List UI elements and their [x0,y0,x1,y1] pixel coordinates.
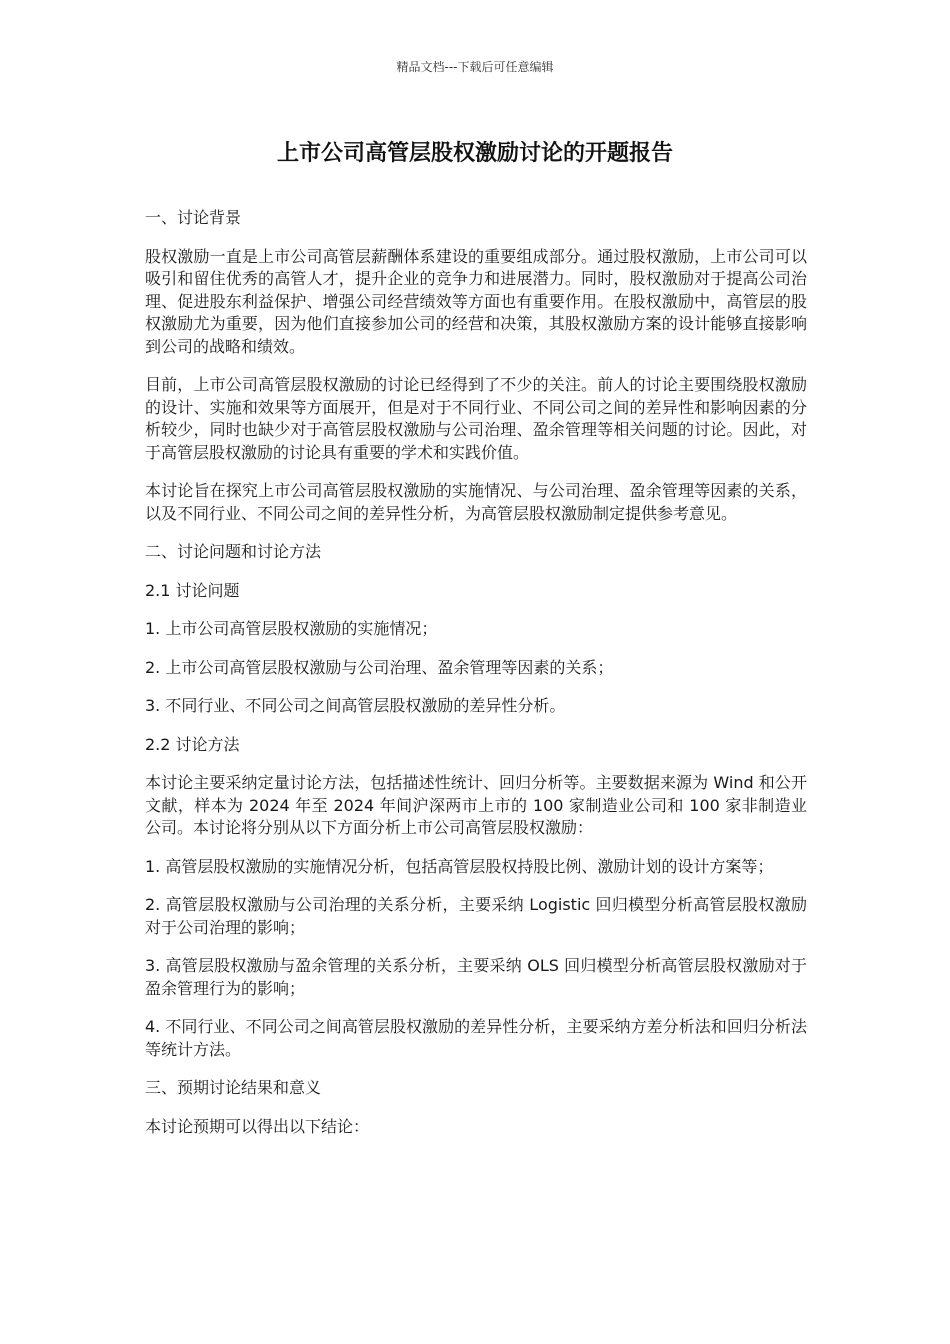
document-title: 上市公司高管层股权激励讨论的开题报告 [276,141,673,166]
header-note: 精品文档---下载后可任意编辑 [396,60,554,74]
list-item: 1. 上市公司高管层股权激励的实施情况； [145,619,438,638]
paragraph: 本讨论预期可以得出以下结论： [145,1116,370,1136]
document-body [145,207,807,1154]
list-item: 1. 高管层股权激励的实施情况分析，包括高管层股权持股比例、激励计划的设计方案等； [145,856,774,876]
paragraph: 本讨论主要采纳定量讨论方法，包括描述性统计、回归分析等。主要数据来源为 Wind 和公开文献，样本为 2024 年至 2024 年间沪深两市上市的 100 家制造业公司和 100 家非制造业公司。本讨论将分别从以下方面分析上市公司高管层股权激励： [145,773,807,837]
paragraph: 股权激励一直是上市公司高管层薪酬体系建设的重要组成部分。通过股权激励，上市公司可以吸引和留住优秀的高管人才，提升企业的竞争力和进展潜力。同时，股权激励对于提高公司治理、促进股东利益保护、增强公司经营绩效等方面也有重要作用。在股权激励中，高管层的股权激励尤为重要，因为他们直接参加公司的经营和决策，其股权激励方案的设计能够直接影响到公司的战略和绩效。 [145,246,807,356]
list-item: 2. 高管层股权激励与公司治理的关系分析，主要采纳 Logistic 回归模型分析高管层股权激励对于公司治理的影响； [145,895,807,937]
section-heading-background: 一、讨论背景 [145,208,242,227]
section-heading-questions-methods: 二、讨论问题和讨论方法 [145,542,322,561]
list-item: 2. 上市公司高管层股权激励与公司治理、盈余管理等因素的关系； [145,657,614,677]
section-heading-expected-results: 三、预期讨论结果和意义 [145,1078,322,1097]
paragraph: 本讨论旨在探究上市公司高管层股权激励的实施情况、与公司治理、盈余管理等因素的关系，以及不同行业、不同公司之间的差异性分析，为高管层股权激励制定提供参考意见。 [145,481,807,523]
list-item: 4. 不同行业、不同公司之间高管层股权激励的差异性分析，主要采纳方差分析法和回归分析法等统计方法。 [145,1017,807,1059]
subsection-heading-questions: 2.1 讨论问题 [145,580,240,600]
subsection-heading-methods: 2.2 讨论方法 [145,734,240,754]
list-item: 3. 高管层股权激励与盈余管理的关系分析，主要采纳 OLS 回归模型分析高管层股权激励对于盈余管理行为的影响； [145,956,807,998]
list-item: 3. 不同行业、不同公司之间高管层股权激励的差异性分析。 [145,696,566,715]
paragraph: 目前，上市公司高管层股权激励的讨论已经得到了不少的关注。前人的讨论主要围绕股权激励的设计、实施和效果等方面展开，但是对于不同行业、不同公司之间的差异性和影响因素的分析较少，同时也缺少对于高管层股权激励与公司治理、盈余管理等相关问题的讨论。因此，对于高管层股权激励的讨论具有重要的学术和实践价值。 [145,375,807,462]
